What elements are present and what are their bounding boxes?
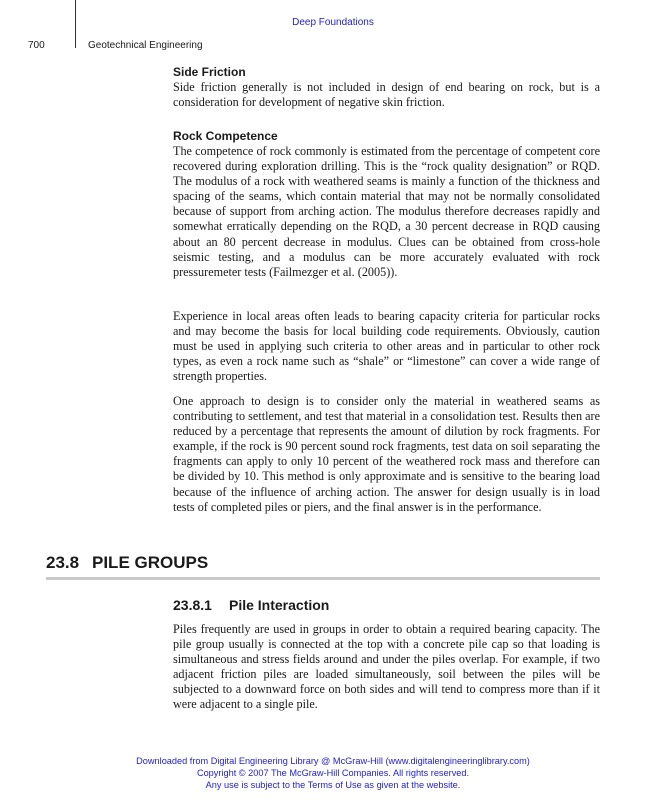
footer-copyright-line: Copyright © 2007 The McGraw-Hill Companies. All rights reserved.: [196, 768, 470, 778]
section-title: PILE GROUPS: [92, 553, 209, 572]
page-number: 700: [28, 40, 45, 51]
subsection-title: Pile Interaction: [229, 597, 330, 613]
rock-competence-paragraph-2-block: [173, 309, 600, 384]
pile-interaction-paragraph: Piles frequently are used in groups in order to obtain a required bearing capacity. The pile group usually is connected at the top with a concrete pile cap so that loading is simultaneous and stress fields around and under the piles overlap. For example, if two adjacent friction piles are loaded simultaneously, soil between the piles will be subjected to a downward force on both sides and will tend to compress more than if it were adjacent to a single pile.: [173, 622, 600, 712]
side-friction-heading: Side Friction: [173, 65, 246, 79]
footer-download-line[interactable]: [0, 756, 666, 766]
pile-interaction-block: [173, 597, 600, 713]
section-number: 23.8: [46, 553, 80, 572]
header-divider: [75, 0, 76, 48]
rock-competence-heading: Rock Competence: [173, 129, 278, 143]
running-head: Deep Foundations: [292, 17, 374, 28]
side-friction-paragraph: Side friction generally is not included in design of end bearing on rock, but is a consideration for development of negative skin friction.: [173, 80, 600, 110]
rock-competence-paragraph-1: The competence of rock commonly is estimated from the percentage of competent core recovered during exploration drilling. This is the “rock quality designation” or RQD. The modulus of a rock with weathered seams is mainly a function of the thickness and spacing of the seams, which contain material that may not be normally consolidated because of support from arching action. The modulus therefore decreases rapidly and somewhat erratically depending on the RQD, a 30 percent decrease in RQD causing about an 80 percent decrease in modulus. Clues can be obtained from cross-hole seismic testing, and a modulus can be more accurately evaluated with rock pressuremeter tests (Failmezger et al. (2005)).: [173, 144, 600, 279]
side-friction-block: [173, 65, 600, 110]
section-heading: [46, 553, 600, 573]
subsection-number: 23.8.1: [173, 597, 212, 613]
rock-competence-block: [173, 129, 600, 280]
rock-competence-paragraph-3: One approach to design is to consider only the material in weathered seams as contributing to settlement, and test that material in a consolidation test. Results then are reduced by a percentage that represents the amount of dilution by rock fragments. For example, if the rock is 90 percent sound rock fragments, test data on soil separating the fragments can apply to only 10 percent of the weathered rock mass and therefore can be divided by 10. This method is only approximate and is sensitive to the bearing load because of the influence of arching action. The answer for design usually is in load tests of completed piles or piers, and the final answer is in the performance.: [173, 394, 600, 514]
footer-terms-link[interactable]: Any use is subject to the Terms of Use as given at the website.: [205, 780, 461, 790]
book-title: Geotechnical Engineering: [88, 40, 203, 51]
section-rule: [46, 577, 600, 580]
footer-terms-line[interactable]: [0, 780, 666, 790]
subsection-heading: [173, 597, 600, 614]
footer-download-link[interactable]: Downloaded from Digital Engineering Library @ McGraw-Hill (www.digitalengineeringlibrary.com): [136, 756, 530, 766]
rock-competence-paragraph-2: Experience in local areas often leads to bearing capacity criteria for particular rocks and may become the basis for local building code requirements. Obviously, caution must be used in applying such criteria to other areas and in particular to other rock types, as even a rock name such as “shale” or “limestone” can cover a wide range of strength properties.: [173, 309, 600, 384]
rock-competence-paragraph-3-block: [173, 394, 600, 515]
